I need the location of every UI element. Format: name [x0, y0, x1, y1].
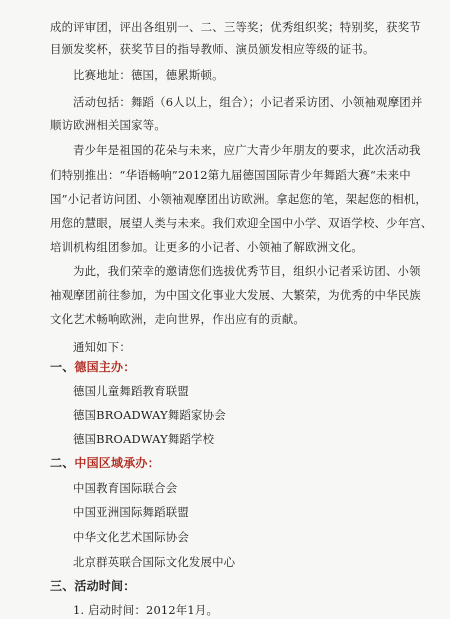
section-heading: 三、活动时间： [50, 579, 136, 593]
text-line: 文化艺术畅响欧洲，走向世界，作出应有的贡献。 [50, 312, 305, 326]
list-item: 中国亚洲国际舞蹈联盟 [73, 505, 189, 519]
list-item: 北京群英联合国际文化发展中心 [73, 555, 236, 569]
text-line: 袖观摩团前往参加，为中国文化事业大发展、大繁荣，为优秀的中华民族 [50, 288, 421, 302]
text-line: 国”小记者访问团、小领袖观摩团出访欧洲。拿起您的笔，架起您的相机， [50, 192, 427, 206]
text-line: 通知如下： [73, 340, 131, 354]
list-item: 德国BROADWAY舞蹈家协会 [73, 408, 226, 422]
list-item: 德国儿童舞蹈教育联盟 [73, 384, 189, 398]
text-line: 为此，我们荣幸的邀请您们选拔优秀节目，组织小记者采访团、小领 [73, 264, 421, 278]
text-line: 顺访欧洲相关国家等。 [50, 118, 166, 132]
text-line: 比赛地址：德国，德累斯顿。 [73, 68, 224, 82]
text-line: 们特别推出：“华语畅响”2012第九届德国国际青少年舞蹈大赛“未来中 [50, 168, 411, 182]
text-line: 青少年是祖国的花朵与未来，应广大青少年朋友的要求，此次活动我 [73, 143, 421, 157]
list-item: 1. 启动时间：2012年1月。 [73, 603, 219, 617]
section-heading: 一、德国主办： [50, 360, 136, 374]
text-line: 目颁发奖杯，获奖节目的指导教师、演员颁发相应等级的证书。 [50, 42, 375, 56]
section-heading: 二、中国区域承办： [50, 456, 160, 470]
text-line: 培训机构组团参加。让更多的小记者、小领袖了解欧洲文化。 [50, 240, 363, 254]
list-item: 中国教育国际联合会 [73, 481, 178, 495]
text-line: 活动包括：舞蹈（6人以上，组合）；小记者采访团、小领袖观摩团并 [73, 95, 423, 109]
list-item: 中华文化艺术国际协会 [73, 530, 189, 544]
list-item: 德国BROADWAY舞蹈学校 [73, 432, 215, 446]
text-line: 成的评审团，评出各组别一、二、三等奖；优秀组织奖；特别奖，获奖节 [50, 20, 421, 34]
text-line: 用您的慧眼，展望人类与未来。我们欢迎全国中小学、双语学校、少年宫、 [50, 216, 433, 230]
